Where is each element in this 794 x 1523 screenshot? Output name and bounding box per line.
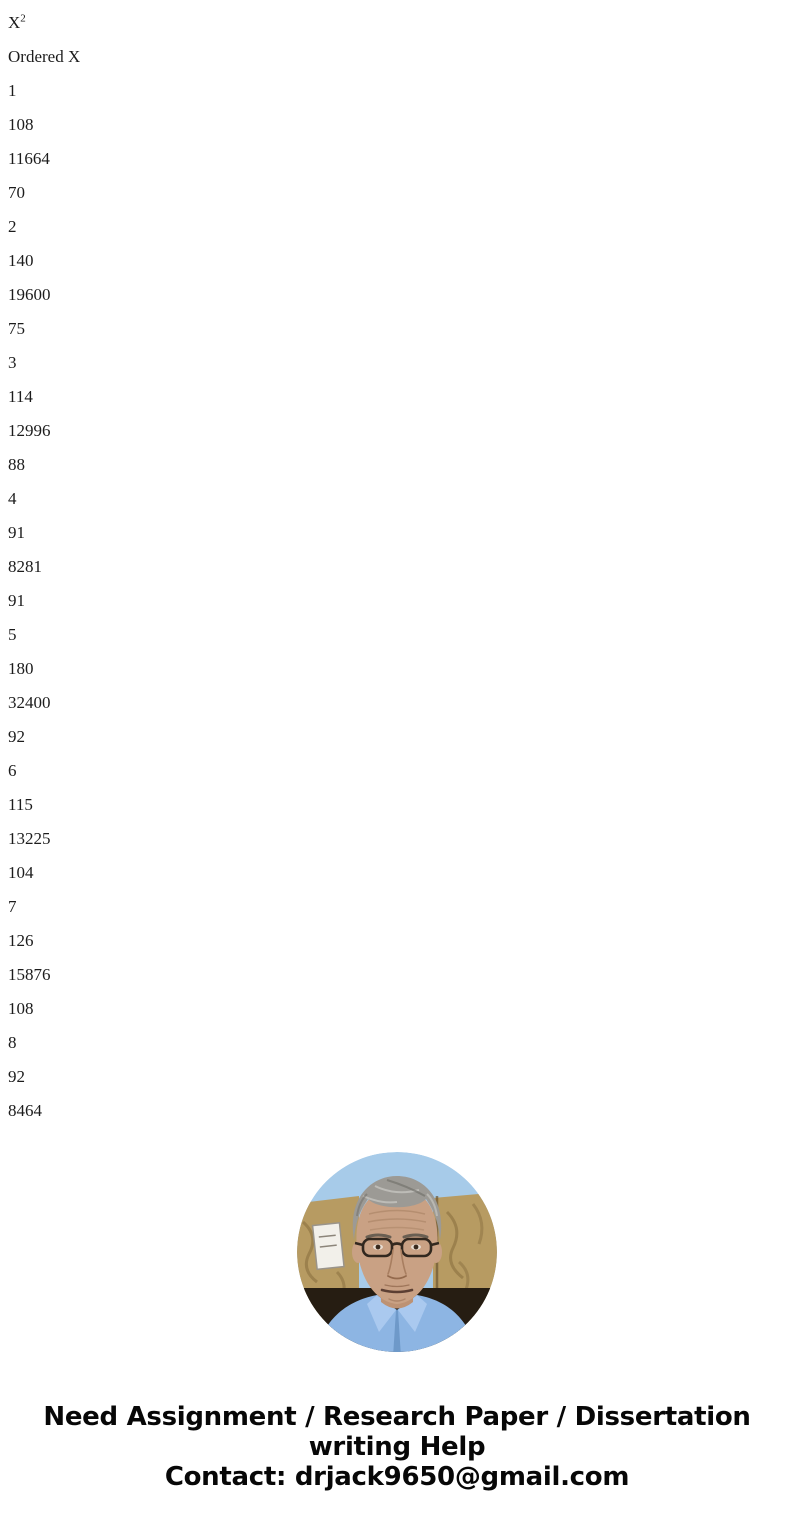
data-value: 15876 <box>8 965 51 984</box>
data-value: 2 <box>8 217 17 236</box>
data-value: 5 <box>8 625 17 644</box>
data-value: 180 <box>8 659 34 678</box>
data-value: 92 <box>8 727 25 746</box>
column-subheader-ordered-x: Ordered X <box>8 47 81 66</box>
data-value: 108 <box>8 999 34 1018</box>
footer-line-2: writing Help <box>308 1432 486 1462</box>
data-value: 92 <box>8 1067 25 1086</box>
data-value: 19600 <box>8 285 51 304</box>
data-value: 114 <box>8 387 33 406</box>
data-value: 91 <box>8 591 25 610</box>
photo-wall-sign <box>313 1223 344 1270</box>
data-value: 75 <box>8 319 25 338</box>
data-value: 126 <box>8 931 34 950</box>
footer-banner <box>0 1402 794 1492</box>
data-values <box>8 74 794 1128</box>
data-value: 3 <box>8 353 17 372</box>
data-value: 115 <box>8 795 33 814</box>
profile-photo <box>297 1152 497 1352</box>
data-value: 88 <box>8 455 25 474</box>
data-value: 11664 <box>8 149 50 168</box>
data-value: 4 <box>8 489 17 508</box>
data-value: 6 <box>8 761 17 780</box>
data-value: 8281 <box>8 557 42 576</box>
data-value: 32400 <box>8 693 51 712</box>
data-value: 7 <box>8 897 17 916</box>
x-squared-exponent: 2 <box>20 12 26 25</box>
data-value: 13225 <box>8 829 51 848</box>
data-value: 91 <box>8 523 25 542</box>
data-value: 104 <box>8 863 34 882</box>
x-squared-base: X <box>8 13 21 32</box>
data-value: 1 <box>8 81 17 100</box>
data-value: 12996 <box>8 421 51 440</box>
column-header-x-squared <box>8 6 794 40</box>
data-value: 8464 <box>8 1101 42 1120</box>
data-value: 8 <box>8 1033 17 1052</box>
footer-line-1: Need Assignment / Research Paper / Dissertation <box>43 1402 751 1432</box>
footer-line-contact-email: Contact: drjack9650@gmail.com <box>164 1462 630 1492</box>
profile-photo-illustration <box>297 1152 497 1352</box>
data-value: 108 <box>8 115 34 134</box>
data-value: 140 <box>8 251 34 270</box>
data-value: 70 <box>8 183 25 202</box>
